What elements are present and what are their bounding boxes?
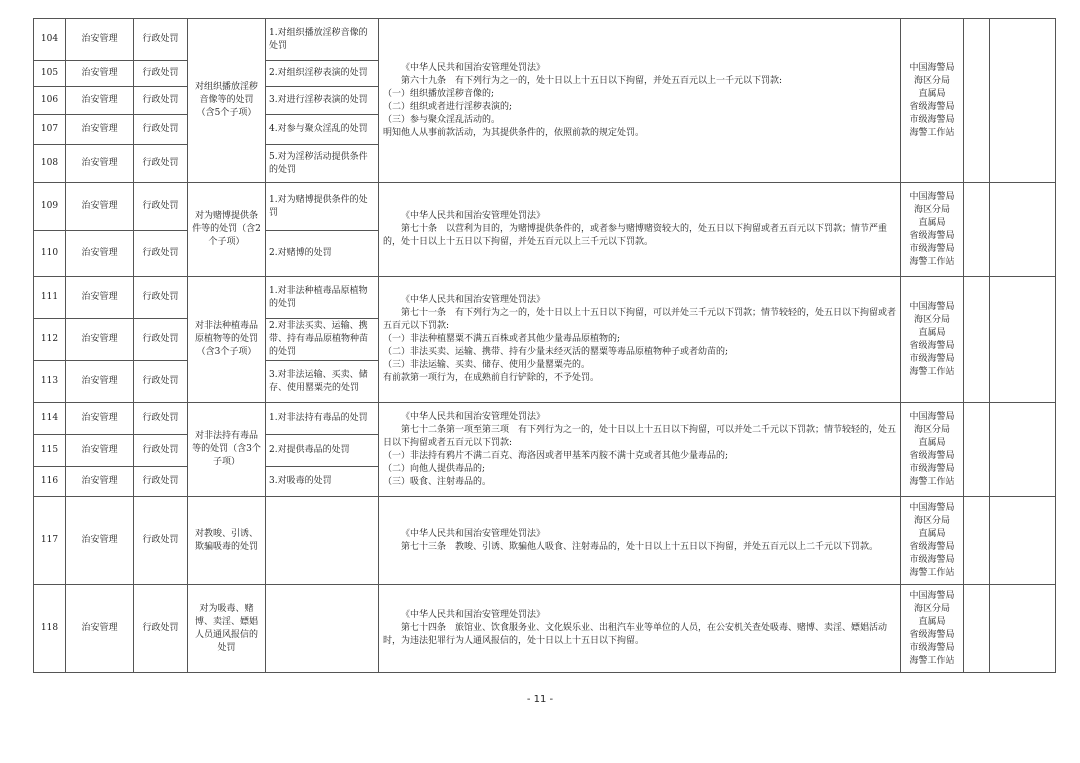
remarks-cell — [990, 403, 1056, 497]
item-domain: 治安管理 — [66, 277, 134, 319]
legal-basis — [379, 183, 901, 277]
agency-line: 海区分局 — [913, 204, 950, 215]
page-number: - 11 - — [526, 694, 554, 705]
agency-line: 中国海警局 — [909, 62, 955, 73]
basis-line: 第六十九条 有下列行为之一的，处十日以上十五日以下拘留，并处五百元以上一千元以下罚款: — [401, 75, 783, 86]
item-category: 行政处罚 — [134, 361, 188, 403]
item-category: 行政处罚 — [134, 319, 188, 361]
item-domain: 治安管理 — [66, 435, 134, 467]
sub-item: 3.对吸毒的处罚 — [266, 467, 379, 497]
basis-line: 第七十条 以营利为目的，为赌博提供条件的，或者参与赌博赌资较大的，处五日以下拘留或者五百元以下罚款；情节严重的，处十日以上十五日以下拘留，并处五百元以上三千元以下罚款。 — [383, 224, 888, 247]
basis-line: 《中华人民共和国治安管理处罚法》 — [401, 211, 546, 221]
basis-line: （二）组织或者进行淫秽表演的; — [383, 101, 513, 112]
basis-line: 有前款第一项行为，在成熟前自行铲除的，不予处罚。 — [383, 373, 600, 383]
agency-line: 直属局 — [918, 217, 946, 228]
basis-line: 第七十三条 教唆、引诱、欺骗他人吸食、注射毒品的，处十日以上十五日以下拘留，并处五百元以上二千元以下罚款。 — [401, 541, 879, 552]
remarks-cell — [990, 277, 1056, 403]
item-domain: 治安管理 — [66, 231, 134, 277]
agency-line: 海区分局 — [913, 515, 950, 526]
remarks-cell — [990, 183, 1056, 277]
item-number: 116 — [34, 467, 66, 497]
sub-item: 2.对组织淫秽表演的处罚 — [266, 61, 379, 87]
basis-line: （三）参与聚众淫乱活动的。 — [383, 114, 501, 125]
item-category: 行政处罚 — [134, 435, 188, 467]
table-row — [34, 497, 1056, 585]
table-row — [34, 277, 1056, 319]
item-category: 行政处罚 — [134, 497, 188, 585]
item-domain: 治安管理 — [66, 497, 134, 585]
basis-line: （二）向他人提供毒品的; — [383, 463, 486, 474]
agency-line: 直属局 — [918, 327, 946, 338]
agency-line: 直属局 — [918, 528, 946, 539]
item-domain: 治安管理 — [66, 467, 134, 497]
agency-line: 海区分局 — [913, 75, 950, 86]
item-category: 行政处罚 — [134, 467, 188, 497]
item-number: 111 — [34, 277, 66, 319]
basis-line: 第七十二条第一项至第三项 有下列行为之一的，处十日以上十五日以下拘留，可以并处二千元以下罚款；情节较轻的，处五日以下拘留或者五百元以下罚款: — [383, 424, 897, 448]
item-number: 114 — [34, 403, 66, 435]
implementing-agency — [901, 183, 964, 277]
basis-line: 《中华人民共和国治安管理处罚法》 — [401, 62, 546, 73]
legal-basis — [379, 19, 901, 183]
agency-line: 中国海警局 — [909, 590, 955, 601]
item-category: 行政处罚 — [134, 87, 188, 115]
agency-line: 市级海警局 — [909, 463, 955, 474]
item-category: 行政处罚 — [134, 61, 188, 87]
item-domain: 治安管理 — [66, 145, 134, 183]
item-category: 行政处罚 — [134, 145, 188, 183]
item-category: 行政处罚 — [134, 19, 188, 61]
agency-line: 海警工作站 — [909, 127, 955, 138]
item-domain: 治安管理 — [66, 61, 134, 87]
agency-line: 省级海警局 — [909, 541, 955, 552]
item-number: 112 — [34, 319, 66, 361]
item-category: 行政处罚 — [134, 183, 188, 231]
sub-item: 3.对非法运输、买卖、储存、使用罂粟壳的处罚 — [266, 361, 379, 403]
basis-line: 《中华人民共和国治安管理处罚法》 — [401, 610, 546, 620]
item-name: 对为吸毒、赌博、卖淫、嫖娼人员通风报信的处罚 — [188, 585, 266, 673]
sub-item: 5.对为淫秽活动提供条件的处罚 — [266, 145, 379, 183]
table-row — [34, 585, 1056, 673]
agency-line: 直属局 — [918, 88, 946, 99]
sub-item: 3.对进行淫秽表演的处罚 — [266, 87, 379, 115]
basis-line: （三）吸食、注射毒品的。 — [383, 476, 492, 487]
item-domain: 治安管理 — [66, 403, 134, 435]
item-number: 109 — [34, 183, 66, 231]
item-category: 行政处罚 — [134, 403, 188, 435]
blank-cell — [964, 403, 990, 497]
basis-line: 《中华人民共和国治安管理处罚法》 — [401, 528, 546, 539]
item-domain: 治安管理 — [66, 115, 134, 145]
item-number: 107 — [34, 115, 66, 145]
agency-line: 市级海警局 — [909, 243, 955, 254]
item-name: 对非法种植毒品原植物等的处罚（含3个子项） — [188, 277, 266, 403]
agency-line: 省级海警局 — [909, 101, 955, 112]
sub-item: 2.对非法买卖、运输、携带、持有毒品原植物种苗的处罚 — [266, 319, 379, 361]
item-name: 对教唆、引诱、欺骗吸毒的处罚 — [188, 497, 266, 585]
implementing-agency — [901, 19, 964, 183]
item-category: 行政处罚 — [134, 277, 188, 319]
agency-line: 省级海警局 — [909, 629, 955, 640]
item-domain: 治安管理 — [66, 183, 134, 231]
item-category: 行政处罚 — [134, 585, 188, 673]
agency-line: 直属局 — [918, 437, 946, 448]
item-name: 对组织播放淫秽音像等的处罚（含5个子项） — [188, 19, 266, 183]
agency-line: 海区分局 — [913, 314, 950, 325]
remarks-cell — [990, 497, 1056, 585]
agency-line: 海区分局 — [913, 603, 950, 614]
agency-line: 市级海警局 — [909, 353, 955, 364]
blank-cell — [964, 585, 990, 673]
agency-line: 市级海警局 — [909, 642, 955, 653]
agency-line: 市级海警局 — [909, 554, 955, 565]
implementing-agency — [901, 497, 964, 585]
blank-cell — [964, 277, 990, 403]
item-number: 106 — [34, 87, 66, 115]
sub-item: 1.对为赌博提供条件的处罚 — [266, 183, 379, 231]
implementing-agency — [901, 585, 964, 673]
table-row — [34, 403, 1056, 435]
agency-line: 海警工作站 — [909, 476, 955, 487]
item-number: 110 — [34, 231, 66, 277]
basis-line: （一）组织播放淫秽音像的; — [383, 88, 495, 99]
basis-line: 明知他人从事前款活动，为其提供条件的，依照前款的规定处罚。 — [383, 127, 645, 138]
basis-line: （三）非法运输、买卖、储存、使用少量罂粟壳的。 — [383, 360, 591, 370]
basis-line: （二）非法买卖、运输、携带、持有少量未经灭活的罂粟等毒品原植物种子或者幼苗的; — [383, 347, 729, 357]
legal-basis — [379, 497, 901, 585]
basis-line: （一）非法持有鸦片不满二百克、海洛因或者甲基苯丙胺不满十克或者其他少量毒品的; — [383, 450, 729, 461]
legal-basis — [379, 403, 901, 497]
remarks-cell — [990, 585, 1056, 673]
blank-cell — [964, 497, 990, 585]
item-domain: 治安管理 — [66, 361, 134, 403]
item-domain: 治安管理 — [66, 585, 134, 673]
basis-line: （一）非法种植罂粟不满五百株或者其他少量毒品原植物的; — [383, 334, 621, 344]
sub-item — [266, 585, 379, 673]
agency-line: 中国海警局 — [909, 502, 955, 513]
agency-line: 省级海警局 — [909, 230, 955, 241]
agency-line: 海警工作站 — [909, 366, 955, 377]
table-row — [34, 19, 1056, 61]
remarks-cell — [990, 19, 1056, 183]
basis-line: 第七十四条 旅馆业、饮食服务业、文化娱乐业、出租汽车业等单位的人员，在公安机关查处吸毒、赌博、卖淫、嫖娼活动时，为违法犯罪行为人通风报信的，处十日以上十五日以下拘留。 — [383, 623, 888, 646]
agency-line: 中国海警局 — [909, 411, 955, 422]
item-category: 行政处罚 — [134, 231, 188, 277]
item-name: 对为赌博提供条件等的处罚（含2个子项） — [188, 183, 266, 277]
agency-line: 海警工作站 — [909, 256, 955, 267]
agency-line: 海警工作站 — [909, 567, 955, 578]
item-number: 104 — [34, 19, 66, 61]
agency-line: 直属局 — [918, 616, 946, 627]
basis-line: 《中华人民共和国治安管理处罚法》 — [401, 411, 546, 422]
item-number: 118 — [34, 585, 66, 673]
basis-line: 《中华人民共和国治安管理处罚法》 — [401, 295, 546, 305]
item-domain: 治安管理 — [66, 87, 134, 115]
agency-line: 市级海警局 — [909, 114, 955, 125]
sub-item: 2.对赌博的处罚 — [266, 231, 379, 277]
blank-cell — [964, 19, 990, 183]
agency-line: 中国海警局 — [909, 301, 955, 312]
sub-item — [266, 497, 379, 585]
sub-item: 2.对提供毒品的处罚 — [266, 435, 379, 467]
agency-line: 省级海警局 — [909, 340, 955, 351]
item-number: 105 — [34, 61, 66, 87]
item-number: 108 — [34, 145, 66, 183]
blank-cell — [964, 183, 990, 277]
implementing-agency — [901, 277, 964, 403]
legal-basis — [379, 277, 901, 403]
sub-item: 1.对非法持有毒品的处罚 — [266, 403, 379, 435]
item-number: 113 — [34, 361, 66, 403]
table-row — [34, 183, 1056, 231]
sub-item: 4.对参与聚众淫乱的处罚 — [266, 115, 379, 145]
agency-line: 中国海警局 — [909, 191, 955, 202]
legal-basis — [379, 585, 901, 673]
agency-line: 海警工作站 — [909, 655, 955, 666]
implementing-agency — [901, 403, 964, 497]
item-category: 行政处罚 — [134, 115, 188, 145]
item-domain: 治安管理 — [66, 19, 134, 61]
sub-item: 1.对组织播放淫秽音像的处罚 — [266, 19, 379, 61]
sub-item: 1.对非法种植毒品原植物的处罚 — [266, 277, 379, 319]
basis-line: 第七十一条 有下列行为之一的，处十日以上十五日以下拘留，可以并处三千元以下罚款；情节较轻的，处五日以下拘留或者五百元以下罚款: — [383, 308, 897, 331]
item-name: 对非法持有毒品等的处罚（含3个子项） — [188, 403, 266, 497]
item-number: 115 — [34, 435, 66, 467]
item-domain: 治安管理 — [66, 319, 134, 361]
agency-line: 省级海警局 — [909, 450, 955, 461]
item-number: 117 — [34, 497, 66, 585]
enforcement-table — [33, 18, 1056, 673]
agency-line: 海区分局 — [913, 424, 950, 435]
